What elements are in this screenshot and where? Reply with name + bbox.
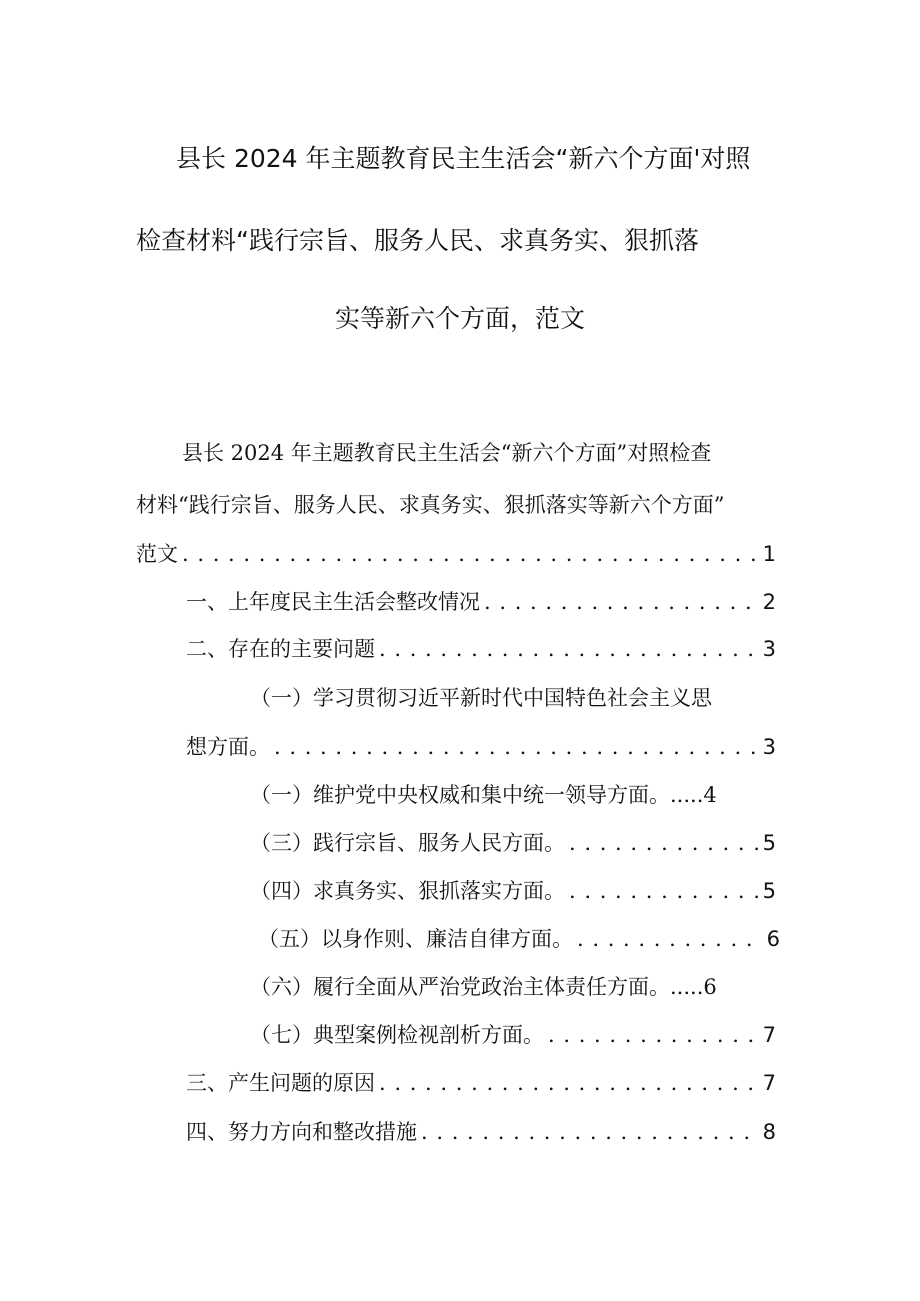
toc-entry-label-continued: 想方面。 — [186, 735, 270, 759]
toc-entry-main-line-1[interactable]: 县长 2024 年主题教育民主生活会“新六个方面”对照检查 — [182, 441, 712, 465]
toc-leader-dots — [379, 1068, 759, 1098]
toc-page-number: 6 — [766, 927, 780, 951]
toc-leader-dots — [484, 587, 759, 617]
toc-entry[interactable]: （一）维护党中央权威和集中统一领导方面。.....4 — [250, 783, 717, 807]
toc-entry[interactable] — [186, 1117, 776, 1147]
toc-page-number: 5 — [762, 879, 776, 903]
toc-page-number: 7 — [762, 1023, 776, 1047]
toc-leader-dots — [182, 539, 759, 569]
toc-entry-main-line-2[interactable]: 材料“践行宗旨、服务人民、求真务实、狠抓落实等新六个方面” — [136, 493, 725, 517]
title-line-1: 县长 2024 年主题教育民主生活会“新六个方面'对照 — [176, 144, 751, 173]
toc-leader-dots — [548, 1020, 759, 1050]
toc-entry-main-label: 范文 — [136, 542, 178, 566]
toc-page-number: 3 — [762, 735, 776, 759]
toc-page-number: 3 — [762, 637, 776, 661]
toc-entry[interactable] — [250, 876, 776, 906]
toc-entry-label: （三）践行宗旨、服务人民方面。 — [250, 831, 565, 855]
toc-page-number: 7 — [762, 1071, 776, 1095]
toc-entry-label: 三、产生问题的原因 — [186, 1071, 375, 1095]
toc-entry-label: 一、上年度民主生活会整改情况 — [186, 590, 480, 614]
toc-leader-dots — [577, 924, 763, 954]
toc-leader-dots — [569, 828, 759, 858]
toc-entry[interactable] — [250, 828, 776, 858]
toc-leader-dots — [421, 1117, 759, 1147]
toc-entry-label: 二、存在的主要问题 — [186, 637, 375, 661]
toc-entry-label: （五）以身作则、廉洁自律方面。 — [258, 927, 573, 951]
toc-entry[interactable] — [186, 587, 776, 617]
toc-leader-dots — [569, 876, 759, 906]
toc-entry-label: 四、努力方向和整改措施 — [186, 1120, 417, 1144]
toc-page-number: 2 — [762, 590, 776, 614]
title-line-2: 检查材料“践行宗旨、服务人民、求真务实、狠抓落 — [136, 226, 699, 255]
toc-page-number: 8 — [762, 1120, 776, 1144]
toc-entry[interactable] — [186, 1068, 776, 1098]
toc-entry[interactable] — [250, 1020, 776, 1050]
toc-leader-dots — [274, 732, 759, 762]
toc-entry-main[interactable] — [136, 539, 776, 569]
toc-entry[interactable] — [258, 924, 780, 954]
toc-entry[interactable]: （六）履行全面从严治党政治主体责任方面。.....6 — [250, 975, 717, 999]
toc-entry-label: （七）典型案例检视剖析方面。 — [250, 1023, 544, 1047]
toc-entry[interactable] — [186, 634, 776, 664]
toc-page-number: 1 — [762, 542, 776, 566]
toc-page-number: 5 — [762, 831, 776, 855]
title-line-3: 实等新六个方面，范文 — [335, 304, 586, 333]
toc-entry-label: （四）求真务实、狠抓落实方面。 — [250, 879, 565, 903]
toc-entry[interactable] — [186, 732, 776, 762]
toc-entry-label[interactable]: （一）学习贯彻习近平新时代中国特色社会主义思 — [250, 686, 712, 710]
toc-leader-dots — [379, 634, 759, 664]
